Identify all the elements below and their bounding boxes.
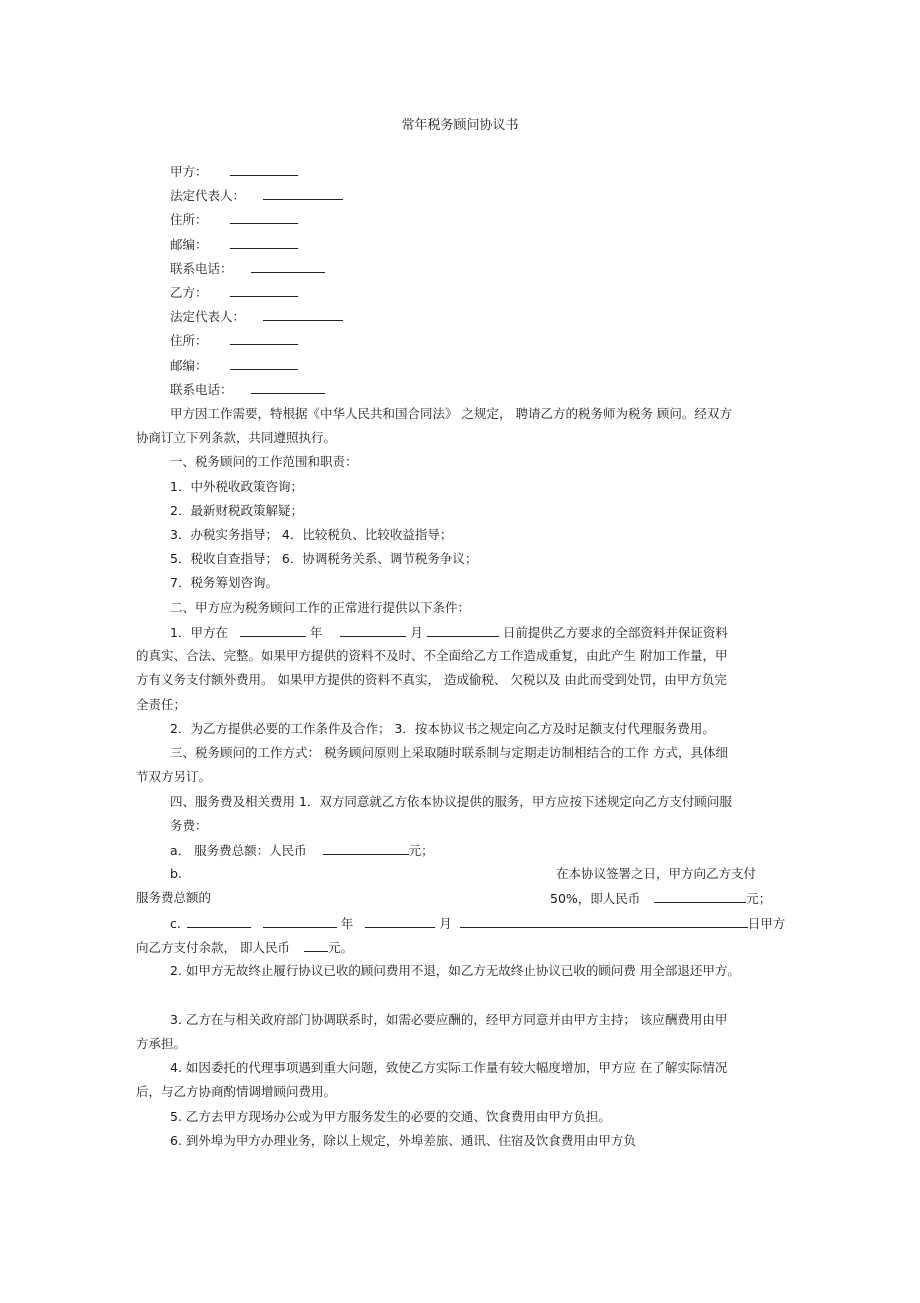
fee-c-year-blank[interactable] [263,915,337,928]
section2-heading: 二、甲方应为税务顾问工作的正常进行提供以下条件： [170,600,471,615]
fee-a-prefix: a． 服务费总额：人民币 [170,843,307,858]
section1-item: 2．最新财税政策解疑； [170,503,303,518]
party-b-address-row [170,332,298,349]
party-a-zip-label: 邮编： [170,237,208,252]
party-a-phone-blank[interactable] [251,260,325,273]
date-day-blank[interactable] [427,624,499,637]
party-a-name-blank[interactable] [230,163,298,176]
section1-item: 5．税收自查指导； 6．协调税务关系、调节税务争议； [170,551,478,566]
fee-c-row [170,915,785,932]
document-title: 常年税务顾问协议书 [401,118,519,133]
section4-item4-line2: 后，与乙方协商酌情调增顾问费用。 [136,1084,337,1099]
party-a-zip-row [170,236,298,253]
section2-item2: 2．为乙方提供必要的工作条件及合作； 3．按本协议书之规定向乙方及时足额支付代理服务费用。 [170,721,715,736]
party-b-rep-label: 法定代表人： [170,309,246,324]
section4-item2: 2. 如甲方无故终止履行协议已收的顾问费用不退，如乙方无故终止协议已收的顾问费 用全部退还甲方。 [170,963,740,978]
section2-item1-line2: 的真实、合法、完整。如果甲方提供的资料不及时、不全面给乙方工作造成重复，由此产生 附加工作量，甲 [136,648,728,663]
section4-item3-line1: 3. 乙方在与相关政府部门协调联系时，如需必要应酬的，经甲方同意并由甲方主持； 该应酬费用由甲 [170,1012,728,1027]
fee-a-suffix: 元； [408,843,434,858]
party-a-address-blank[interactable] [230,211,298,224]
party-b-address-blank[interactable] [230,332,298,345]
fee-c-line2-a: 向乙方支付余款， 即人民币 [136,940,290,955]
party-a-rep-label: 法定代表人： [170,188,246,203]
fee-c-label: c. [170,916,181,931]
section2-item1-prefix: 1．甲方在 [170,625,228,640]
month-label: 月 [410,625,423,640]
party-b-name-row [170,284,298,301]
section4-item5: 5. 乙方去甲方现场办公或为甲方服务发生的必要的交通、饮食费用由甲方负担。 [170,1109,611,1124]
party-b-zip-label: 邮编： [170,358,208,373]
section1-item: 1．中外税收政策咨询； [170,479,303,494]
party-b-rep-blank[interactable] [263,308,343,321]
section1-item: 3．办税实务指导； 4．比较税负、比较收益指导； [170,527,453,542]
fee-c-day-blank[interactable] [460,915,748,928]
section3-line-1: 三、税务顾问的工作方式： 税务顾问原则上采取随时联系制与定期走访制相结合的工作 方式，具体细 [170,745,728,760]
party-b-phone-label: 联系电话： [170,382,233,397]
year-label: 年 [309,625,323,640]
section4-line-1: 四、服务费及相关费用 1．双方同意就乙方依本协议提供的服务，甲方应按下述规定向乙方支付顾问服 [170,794,732,809]
party-a-name-row [170,163,298,180]
section2-item1-line4: 全责任； [136,697,187,712]
fee-b-label: b. [170,866,182,881]
fee-b-suffix: 元； [746,891,772,906]
fee-b-right: 在本协议签署之日，甲方向乙方支付 [556,866,757,881]
party-b-phone-row [170,381,325,398]
party-a-phone-label: 联系电话： [170,261,233,276]
section4-item4-line1: 4. 如因委托的代理事项遇到重大问题，致使乙方实际工作量有较大幅度增加，甲方应 在了解实际情况 [170,1060,728,1075]
fee-c-year: 年 [340,916,354,931]
section3-line-2: 节双方另订。 [136,769,212,784]
section4-item3-line2: 方承担。 [136,1036,187,1051]
section1-item: 7．税务筹划咨询。 [170,575,278,590]
fee-c-day: 日甲方 [747,916,786,931]
fee-b-amount-blank[interactable] [654,890,746,903]
section2-item1-line1 [170,624,728,641]
party-a-address-label: 住所： [170,212,208,227]
party-a-phone-row [170,260,325,277]
section2-item1-line3: 方有义务支付额外费用。 如果甲方提供的资料不真实， 造成偷税、 欠税以及 由此而受到处罚，由甲方负完 [136,672,727,687]
section4-item6: 6. 到外埠为甲方办理业务，除以上规定，外埠差旅、通讯、住宿及饮食费用由甲方负 [170,1133,636,1148]
intro-line-2: 协商订立下列条款，共同遵照执行。 [136,430,337,445]
fee-c-line2 [136,939,353,956]
party-b-name-blank[interactable] [230,284,298,297]
party-a-name-label: 甲方： [170,164,208,179]
date-month-blank[interactable] [340,624,406,637]
party-b-address-label: 住所： [170,333,208,348]
party-b-phone-blank[interactable] [251,381,325,394]
party-a-rep-blank[interactable] [263,187,343,200]
intro-line-1: 甲方因工作需要，特根据《中华人民共和国合同法》 之规定， 聘请乙方的税务师为税务 顾问。经双方 [170,406,732,421]
date-year-blank[interactable] [240,624,306,637]
fee-c-line2-b: 元。 [327,940,353,955]
party-a-address-row [170,211,298,228]
party-a-rep-row [170,187,343,204]
fee-b-pct: 50%，即人民币 [550,891,641,906]
section2-item1-rest: 日前提供乙方要求的全部资料并保证资料 [502,625,728,640]
fee-b-amount-row [550,890,771,907]
fee-c-month: 月 [439,916,452,931]
fee-c-month-blank[interactable] [365,915,435,928]
party-b-name-label: 乙方： [170,285,208,300]
fee-c-blank-1[interactable] [187,915,251,928]
fee-total-blank[interactable] [323,842,409,855]
section1-heading: 一、税务顾问的工作范围和职责： [170,454,358,469]
party-b-rep-row [170,308,343,325]
section4-line-2: 务费： [170,818,208,833]
party-b-zip-blank[interactable] [230,357,298,370]
party-a-zip-blank[interactable] [230,236,298,249]
fee-a-row [170,842,434,859]
party-b-zip-row [170,357,298,374]
fee-b-left: 服务费总额的 [136,890,212,905]
fee-c-balance-blank[interactable] [304,939,328,952]
